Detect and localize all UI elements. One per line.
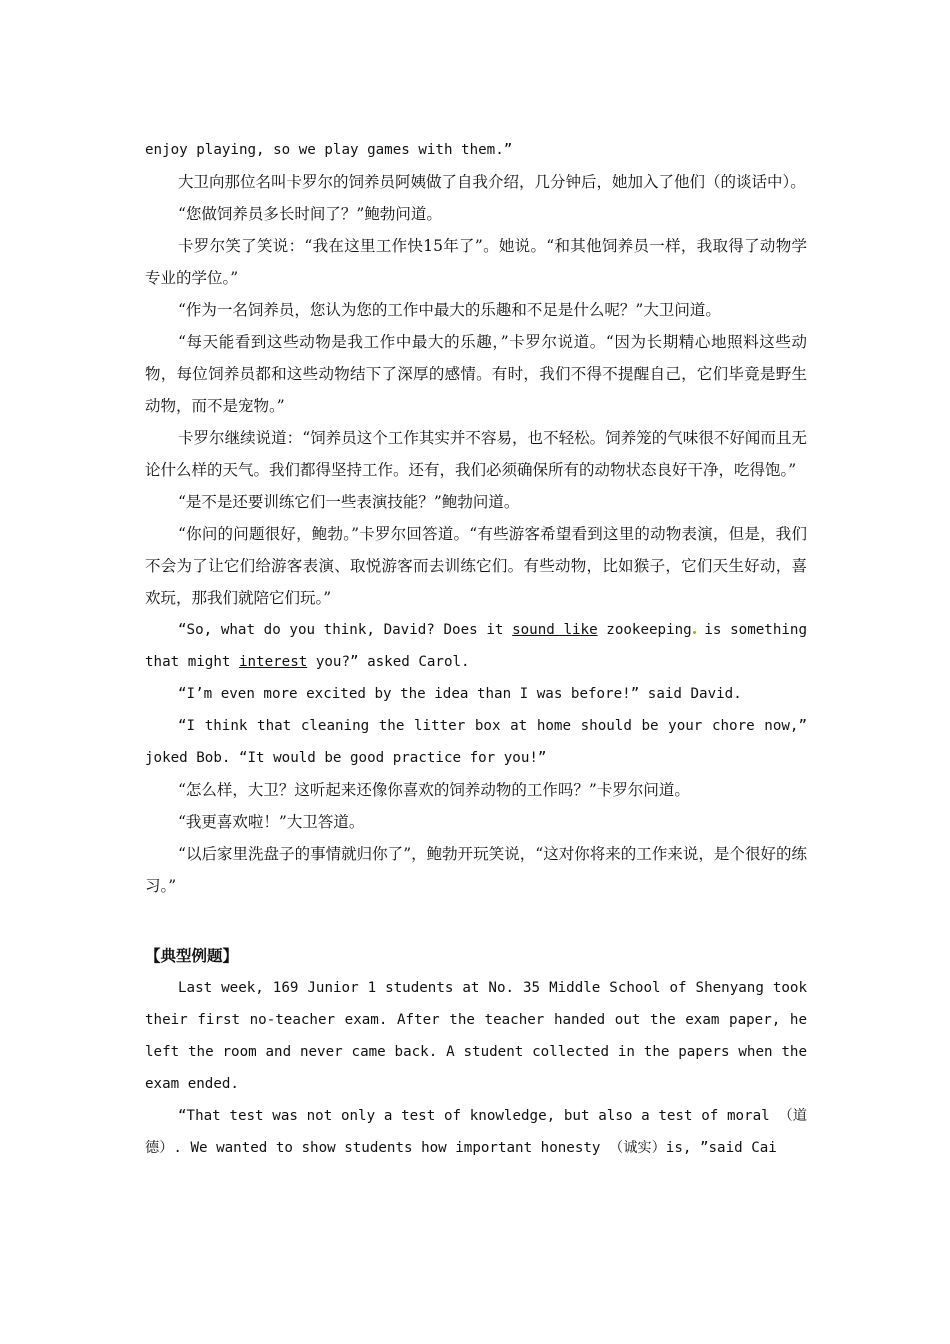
text-run: “That test was not only a test of knowledge, but also a test of moral <box>178 1108 779 1124</box>
section-heading: 【典型例题】 <box>145 947 239 965</box>
paragraph: “I’m even more excited by the idea than I was before!” said David. <box>178 686 742 702</box>
paragraph: 卡罗尔继续说道：“饲养员这个工作其实并不容易，也不轻松。饲养笼的气味很不好闻而且无论什么样的天气。我们都得坚持工作。还有，我们必须确保所有的动物状态良好干净，吃得饱。” <box>145 429 807 479</box>
paragraph: 大卫向那位名叫卡罗尔的饲养员阿姨做了自我介绍，几分钟后，她加入了他们（的谈话中）。 <box>178 173 806 191</box>
paragraph: “是不是还要训练它们一些表演技能？”鲍勃问道。 <box>178 493 520 511</box>
paragraph: 卡罗尔笑了笑说：“我在这里工作快15年了”。她说。“和其他饲养员一样，我取得了动物学专业的学位。” <box>145 237 807 287</box>
paragraph: enjoy playing, so we play games with them.” <box>145 142 513 158</box>
paragraph: “你问的问题很好，鲍勃。”卡罗尔回答道。“有些游客希望看到这里的动物表演，但是，我们不会为了让它们给游客表演、取悦游客而去训练它们。有些动物，比如猴子，它们天生好动，喜欢玩，那我们就陪它们玩。” <box>145 525 807 607</box>
text-run: is something that might <box>145 622 807 670</box>
document-page <box>145 134 807 1164</box>
text-run: is, ”said Cai <box>665 1140 777 1156</box>
text-run: you?” asked Carol. <box>307 654 470 670</box>
text-run: （道德） <box>145 1108 807 1156</box>
paragraph: “I think that cleaning the litter box at home should be your chore now,” joked Bob. “It would be good practice for you!” <box>145 718 807 766</box>
paragraph: “以后家里洗盘子的事情就归你了”，鲍勃开玩笑说，“这对你将来的工作来说，是个很好的练习。” <box>145 845 807 895</box>
text-run: （诚实） <box>609 1140 666 1156</box>
underlined-phrase: sound like <box>512 622 598 638</box>
paragraph: “我更喜欢啦！”大卫答道。 <box>178 813 365 831</box>
paragraph: “每天能看到这些动物是我工作中最大的乐趣，”卡罗尔说道。“因为长期精心地照料这些动物，每位饲养员都和这些动物结下了深厚的感情。有时，我们不得不提醒自己，它们毕竟是野生动物，而不是宠物。” <box>145 333 807 415</box>
section-gap <box>145 902 807 940</box>
text-run: zookeeping <box>597 622 692 638</box>
paragraph: “怎么样，大卫？这听起来还像你喜欢的饲养动物的工作吗？”卡罗尔问道。 <box>178 781 690 799</box>
text-run: “So, what do you think, David? Does it <box>178 622 513 638</box>
paragraph: Last week, 169 Junior 1 students at No. 35 Middle School of Shenyang took their first no-teacher exam. After the teacher handed out the exam paper, he left the room and never came back. A student collected in the papers when the exam ended. <box>145 980 807 1092</box>
paragraph: “您做饲养员多长时间了？”鲍勃问道。 <box>178 205 442 223</box>
text-run: . We wanted to show students how important honesty <box>173 1140 610 1156</box>
paragraph: “作为一名饲养员，您认为您的工作中最大的乐趣和不足是什么呢？”大卫问道。 <box>178 301 721 319</box>
underlined-phrase: interest <box>238 654 308 670</box>
paragraph <box>145 1100 807 1164</box>
paragraph <box>145 614 807 678</box>
